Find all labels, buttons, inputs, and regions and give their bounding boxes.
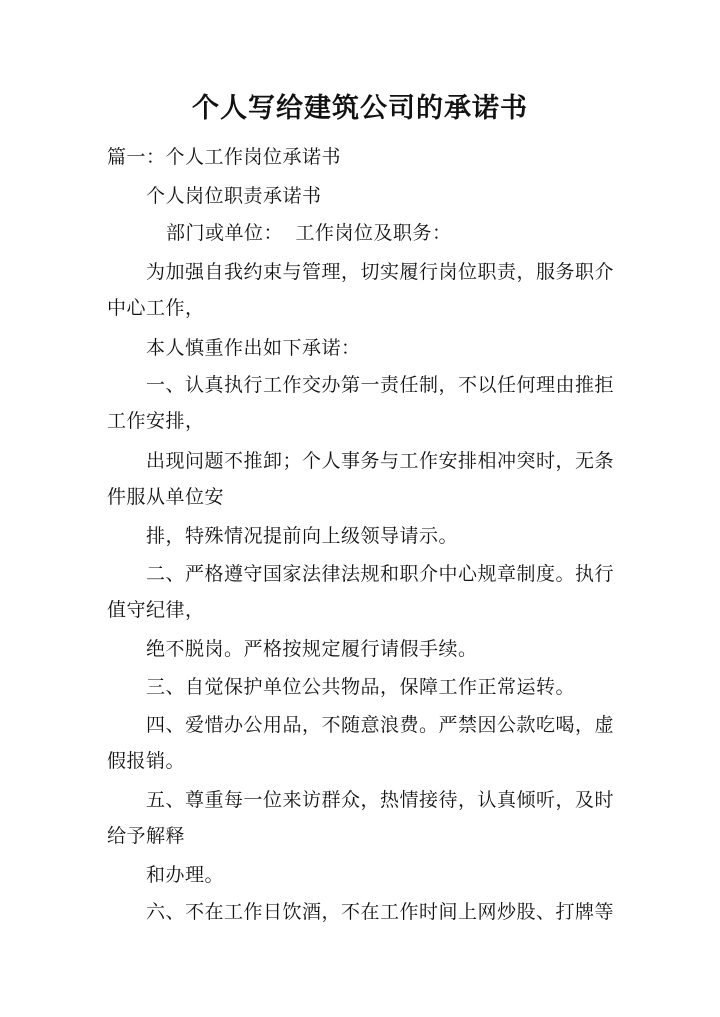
- document-title: 个人写给建筑公司的承诺书: [192, 93, 528, 124]
- paragraph-line: 一、认真执行工作交办第一责任制，不以任何理由推拒: [146, 374, 615, 396]
- paragraph-line: 和办理。: [146, 864, 225, 886]
- paragraph-line: 工作安排，: [107, 410, 205, 432]
- paragraph-line: 三、自觉保护单位公共物品，保障工作正常运转。: [146, 676, 576, 698]
- paragraph-line: 假报销。: [107, 750, 186, 772]
- paragraph-line: 六、不在工作日饮酒，不在工作时间上网炒股、打牌等: [146, 901, 615, 923]
- paragraph-line: 本人慎重作出如下承诺：: [146, 337, 361, 359]
- section-heading: 篇一：个人工作岗位承诺书: [107, 146, 342, 168]
- paragraph-line: 排，特殊情况提前向上级领导请示。: [146, 525, 459, 547]
- paragraph-line: 五、尊重每一位来访群众，热情接待，认真倾听，及时: [146, 789, 615, 811]
- paragraph-line: 值守纪律，: [107, 599, 205, 621]
- subheading: 个人岗位职责承诺书: [146, 185, 322, 207]
- form-fields-line: 部门或单位： 工作岗位及职务：: [166, 222, 452, 244]
- paragraph-line: 绝不脱岗。严格按规定履行请假手续。: [146, 638, 478, 660]
- paragraph-line: 出现问题不推卸；个人事务与工作安排相冲突时，无条: [146, 450, 615, 472]
- paragraph-line: 四、爱惜办公用品，不随意浪费。严禁因公款吃喝，虚: [146, 714, 615, 736]
- paragraph-line: 给予解释: [107, 825, 186, 847]
- paragraph-line: 二、严格遵守国家法律法规和职介中心规章制度。执行: [146, 563, 615, 585]
- paragraph-line: 件服从单位安: [107, 486, 225, 508]
- paragraph-line: 中心工作，: [107, 297, 205, 319]
- paragraph-line: 为加强自我约束与管理，切实履行岗位职责，服务职介: [146, 261, 615, 283]
